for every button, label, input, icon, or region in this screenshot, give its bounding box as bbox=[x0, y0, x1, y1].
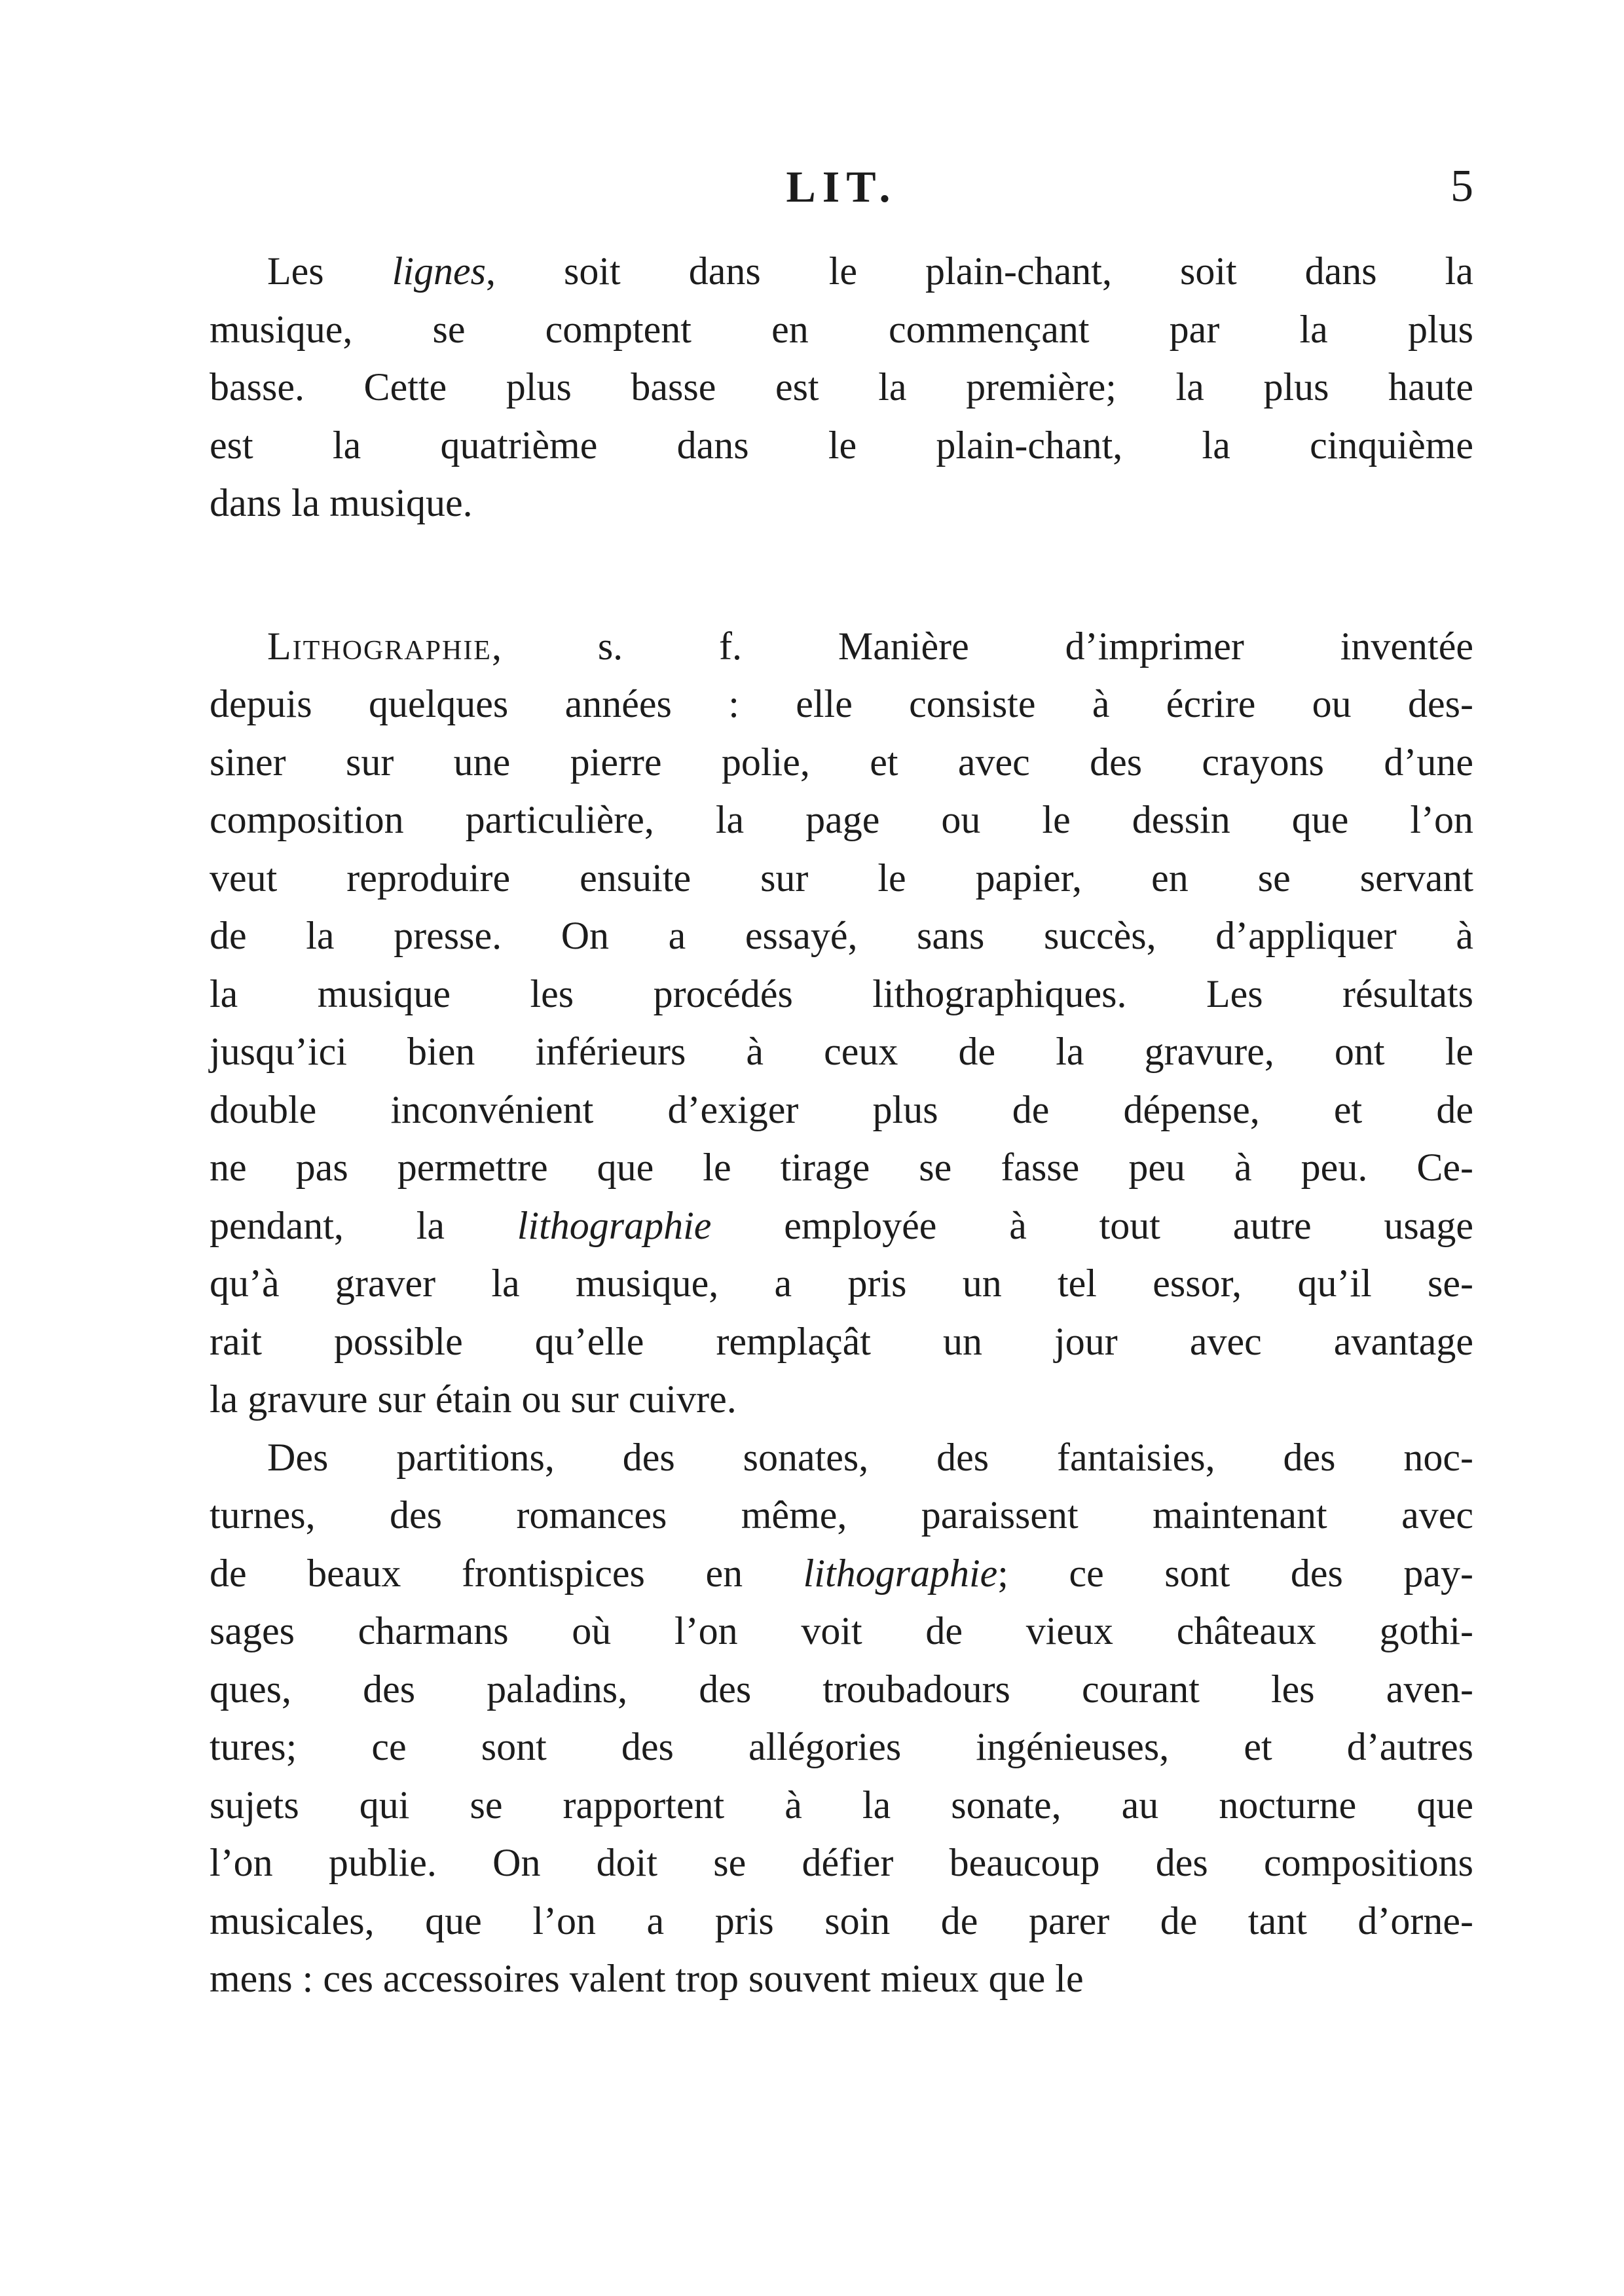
text-line bbox=[210, 1950, 1473, 2008]
text-line bbox=[210, 242, 1473, 301]
text-run: mens : ces accessoires valent trop souvent mieux que le bbox=[210, 1957, 1084, 2000]
text-line bbox=[210, 733, 1473, 792]
text-run: ques, des paladins, des troubadours courant les aven- bbox=[210, 1667, 1473, 1711]
text-line bbox=[210, 1718, 1473, 1776]
text-line bbox=[210, 1544, 1473, 1603]
text-line bbox=[210, 1197, 1473, 1255]
running-head bbox=[210, 157, 1473, 216]
text-line bbox=[210, 1834, 1473, 1892]
page-number: 5 bbox=[1450, 161, 1473, 211]
section-gap bbox=[210, 532, 1473, 617]
entry-headword: Lithographie bbox=[267, 624, 492, 668]
text-line bbox=[210, 1313, 1473, 1371]
text-line bbox=[210, 1254, 1473, 1313]
text-run: la musique les procédés lithographiques. Les résultats bbox=[210, 972, 1473, 1015]
text-run: Les bbox=[267, 249, 392, 293]
text-line bbox=[210, 1892, 1473, 1950]
text-run: veut reproduire ensuite sur le papier, en se servant bbox=[210, 856, 1473, 900]
text-line bbox=[210, 965, 1473, 1023]
text-run: rait possible qu’elle remplaçât un jour avec avantage bbox=[210, 1319, 1473, 1363]
body-text bbox=[210, 242, 1473, 2008]
text-line bbox=[210, 907, 1473, 965]
text-run: jusqu’ici bien inférieurs à ceux de la gravure, ont le bbox=[210, 1030, 1473, 1073]
text-line bbox=[210, 416, 1473, 475]
text-run: tures; ce sont des allégories ingénieuses, et d’autres bbox=[210, 1725, 1473, 1768]
text-run: la gravure sur étain ou sur cuivre. bbox=[210, 1377, 737, 1421]
text-line bbox=[210, 1660, 1473, 1719]
text-run: ne pas permettre que le tirage se fasse peu à peu. Ce- bbox=[210, 1146, 1473, 1189]
text-line bbox=[210, 675, 1473, 733]
text-run: pendant, la bbox=[210, 1203, 517, 1247]
text-run: siner sur une pierre polie, et avec des crayons d’une bbox=[210, 740, 1473, 784]
italic-term: lithographie bbox=[803, 1551, 998, 1595]
text-run: depuis quelques années : elle consiste à écrire ou des- bbox=[210, 682, 1473, 725]
text-run: double inconvénient d’exiger plus de dépense, et de bbox=[210, 1087, 1473, 1131]
text-run: de la presse. On a essayé, sans succès, d’appliquer à bbox=[210, 914, 1473, 957]
text-run: ; ce sont des pay- bbox=[997, 1551, 1473, 1595]
text-line bbox=[210, 1429, 1473, 1487]
text-run: composition particulière, la page ou le dessin que l’on bbox=[210, 798, 1473, 841]
text-line bbox=[210, 617, 1473, 676]
text-run: sujets qui se rapportent à la sonate, au nocturne que bbox=[210, 1783, 1473, 1827]
italic-term: lithographie bbox=[517, 1203, 712, 1247]
text-run: sages charmans où l’on voit de vieux châteaux gothi- bbox=[210, 1609, 1473, 1652]
running-head-title: LIT. bbox=[786, 162, 897, 211]
text-run: qu’à graver la musique, a pris un tel essor, qu’il se- bbox=[210, 1262, 1473, 1305]
paragraph-lithographie-definition bbox=[210, 617, 1473, 1429]
text-line bbox=[210, 358, 1473, 416]
text-run: est la quatrième dans le plain-chant, la cinquième bbox=[210, 423, 1473, 467]
text-line bbox=[210, 1602, 1473, 1660]
text-run: employée à tout autre usage bbox=[711, 1203, 1473, 1247]
text-run: Des partitions, des sonates, des fantaisies, des noc- bbox=[267, 1435, 1473, 1479]
text-line bbox=[210, 1081, 1473, 1139]
text-run: , soit dans le plain-chant, soit dans la bbox=[485, 249, 1473, 293]
text-line bbox=[210, 849, 1473, 907]
text-line bbox=[210, 791, 1473, 849]
text-run: musicales, que l’on a pris soin de parer de tant d’orne- bbox=[210, 1899, 1473, 1942]
text-line bbox=[210, 1139, 1473, 1197]
text-line bbox=[210, 1776, 1473, 1834]
italic-term: lignes bbox=[392, 249, 486, 293]
text-run: l’on publie. On doit se défier beaucoup des compositions bbox=[210, 1841, 1473, 1884]
text-line bbox=[210, 301, 1473, 359]
text-run: musique, se comptent en commençant par la plus bbox=[210, 307, 1473, 351]
text-line bbox=[210, 1370, 1473, 1429]
text-run: de beaux frontispices en bbox=[210, 1551, 803, 1595]
text-run: dans la musique. bbox=[210, 481, 473, 524]
text-line bbox=[210, 1023, 1473, 1081]
text-run: turnes, des romances même, paraissent maintenant avec bbox=[210, 1493, 1473, 1537]
text-run: , s. f. Manière d’imprimer inventée bbox=[491, 624, 1473, 668]
text-line bbox=[210, 474, 1473, 532]
paragraph-frontispices bbox=[210, 1429, 1473, 2008]
paragraph-lignes bbox=[210, 242, 1473, 532]
text-run: basse. Cette plus basse est la première; la plus haute bbox=[210, 365, 1473, 409]
text-line bbox=[210, 1486, 1473, 1544]
